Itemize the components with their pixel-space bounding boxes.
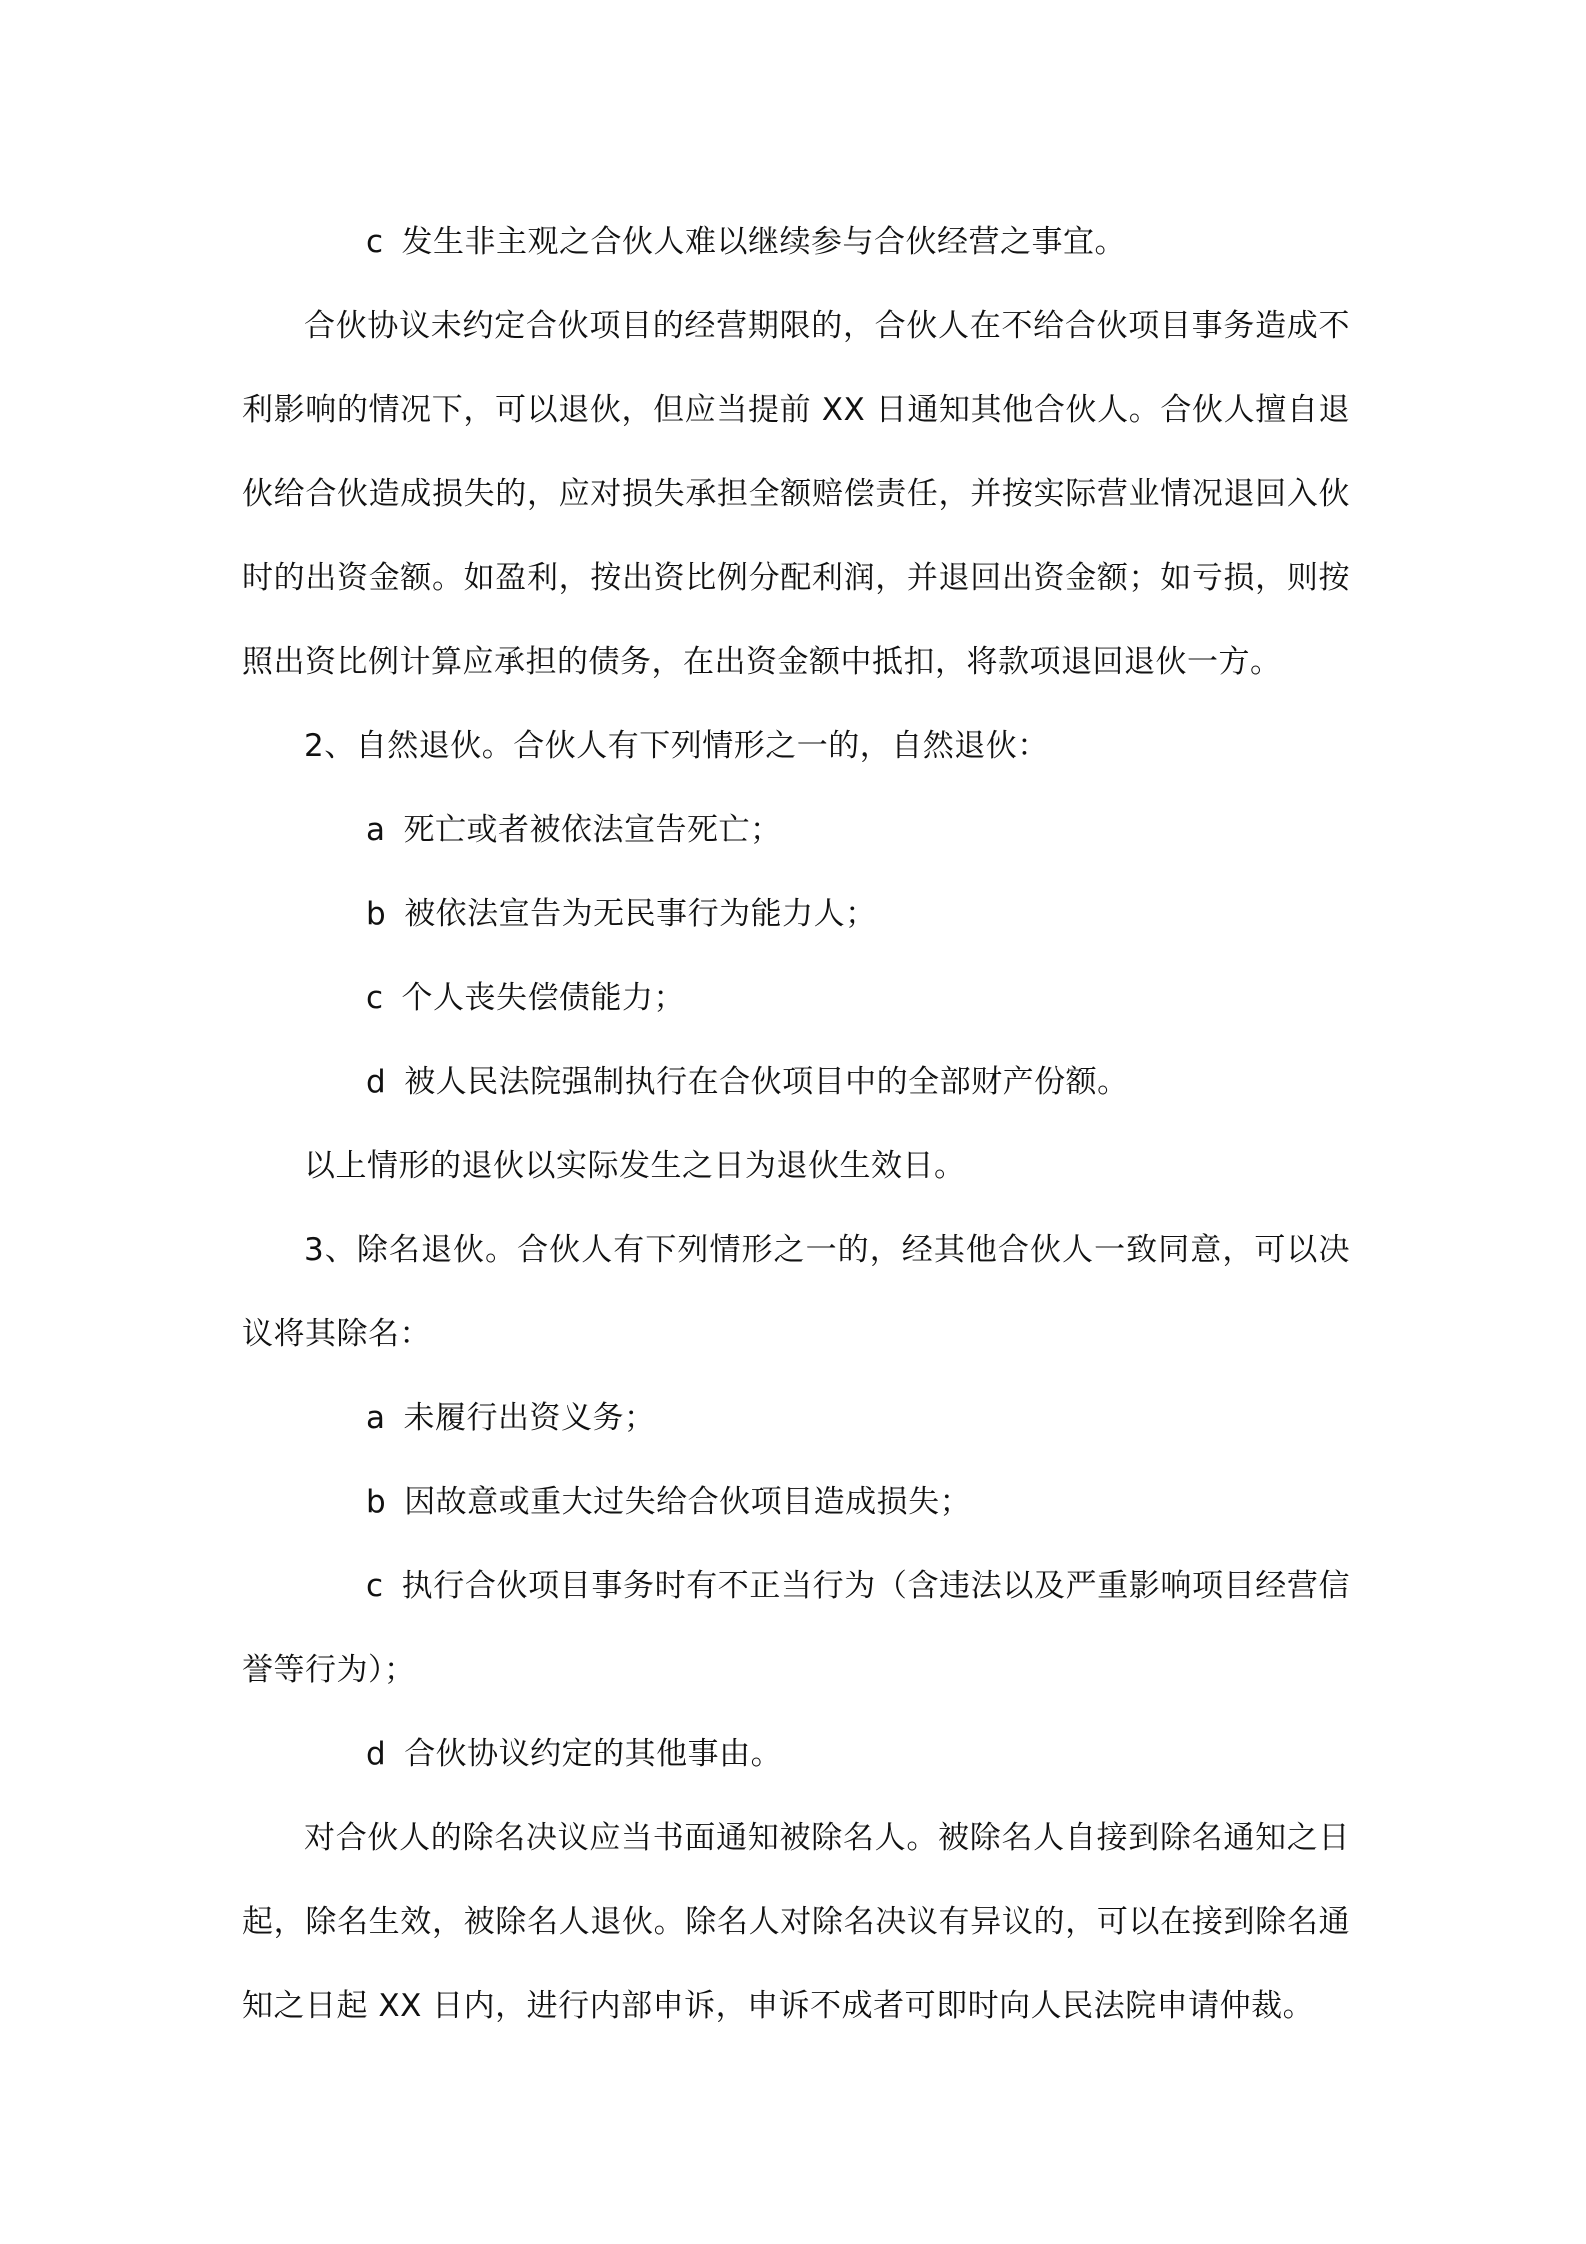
paragraph-text: 执行合伙项目事务时有不正当行为（含违法以及严重影响项目经营信誉等行为）； [242, 1568, 1350, 1688]
item-marker: a [366, 1400, 386, 1436]
paragraph-text: 发生非主观之合伙人难以继续参与合伙经营之事宜。 [401, 224, 1127, 260]
paragraph-text: 3、除名退伙。合伙人有下列情形之一的，经其他合伙人一致同意，可以决议将其除名： [242, 1232, 1350, 1352]
list-item-c-insolvency [242, 956, 1350, 1040]
paragraph-text: 因故意或重大过失给合伙项目造成损失； [404, 1484, 972, 1520]
section-heading-expulsion [242, 1208, 1350, 1376]
paragraph-text: 2、自然退伙。合伙人有下列情形之一的，自然退伙： [304, 728, 1049, 764]
item-marker: c [366, 1568, 384, 1604]
item-marker: d [366, 1064, 387, 1100]
paragraph-effective-date [242, 1124, 1350, 1208]
paragraph-text: 对合伙人的除名决议应当书面通知被除名人。被除名人自接到除名通知之日起，除名生效，被除名人退伙。除名人对除名决议有异议的，可以在接到除名通知之日起 XX 日内，进行内部申诉，申诉不成者可即时向人民法院申请仲裁。 [242, 1820, 1350, 2024]
list-item-c-misconduct [242, 1544, 1350, 1712]
item-marker: c [366, 224, 384, 260]
item-marker: c [366, 980, 384, 1016]
paragraph-voluntary-withdrawal [242, 284, 1350, 704]
item-marker: a [366, 812, 386, 848]
list-item-b-incapacity [242, 872, 1350, 956]
paragraph-text: 被依法宣告为无民事行为能力人； [404, 896, 877, 932]
document-body [242, 200, 1350, 2048]
item-marker: b [366, 896, 387, 932]
list-item-d-other [242, 1712, 1350, 1796]
list-item-a-no-contribution [242, 1376, 1350, 1460]
paragraph-text: 未履行出资义务； [403, 1400, 656, 1436]
paragraph-text: 被人民法院强制执行在合伙项目中的全部财产份额。 [404, 1064, 1129, 1100]
list-item-b-negligence [242, 1460, 1350, 1544]
item-marker: d [366, 1736, 387, 1772]
paragraph-text: 个人丧失偿债能力； [401, 980, 686, 1016]
paragraph-text: 死亡或者被依法宣告死亡； [403, 812, 782, 848]
paragraph-text: 合伙协议未约定合伙项目的经营期限的，合伙人在不给合伙项目事务造成不利影响的情况下，可以退伙，但应当提前 XX 日通知其他合伙人。合伙人擅自退伙给合伙造成损失的，应对损失承担全额赔偿责任，并按实际营业情况退回入伙时的出资金额。如盈利，按出资比例分配利润，并退回出资金额；如亏损，则按照出资比例计算应承担的债务，在出资金额中抵扣，将款项退回退伙一方。 [242, 308, 1350, 680]
list-item-d-enforcement [242, 1040, 1350, 1124]
item-marker: b [366, 1484, 387, 1520]
paragraph-expulsion-notice [242, 1796, 1350, 2048]
list-item-c-subjective [242, 200, 1350, 284]
paragraph-text: 以上情形的退伙以实际发生之日为退伙生效日。 [304, 1148, 966, 1184]
list-item-a-death [242, 788, 1350, 872]
section-heading-natural-withdrawal [242, 704, 1350, 788]
paragraph-text: 合伙协议约定的其他事由。 [404, 1736, 783, 1772]
